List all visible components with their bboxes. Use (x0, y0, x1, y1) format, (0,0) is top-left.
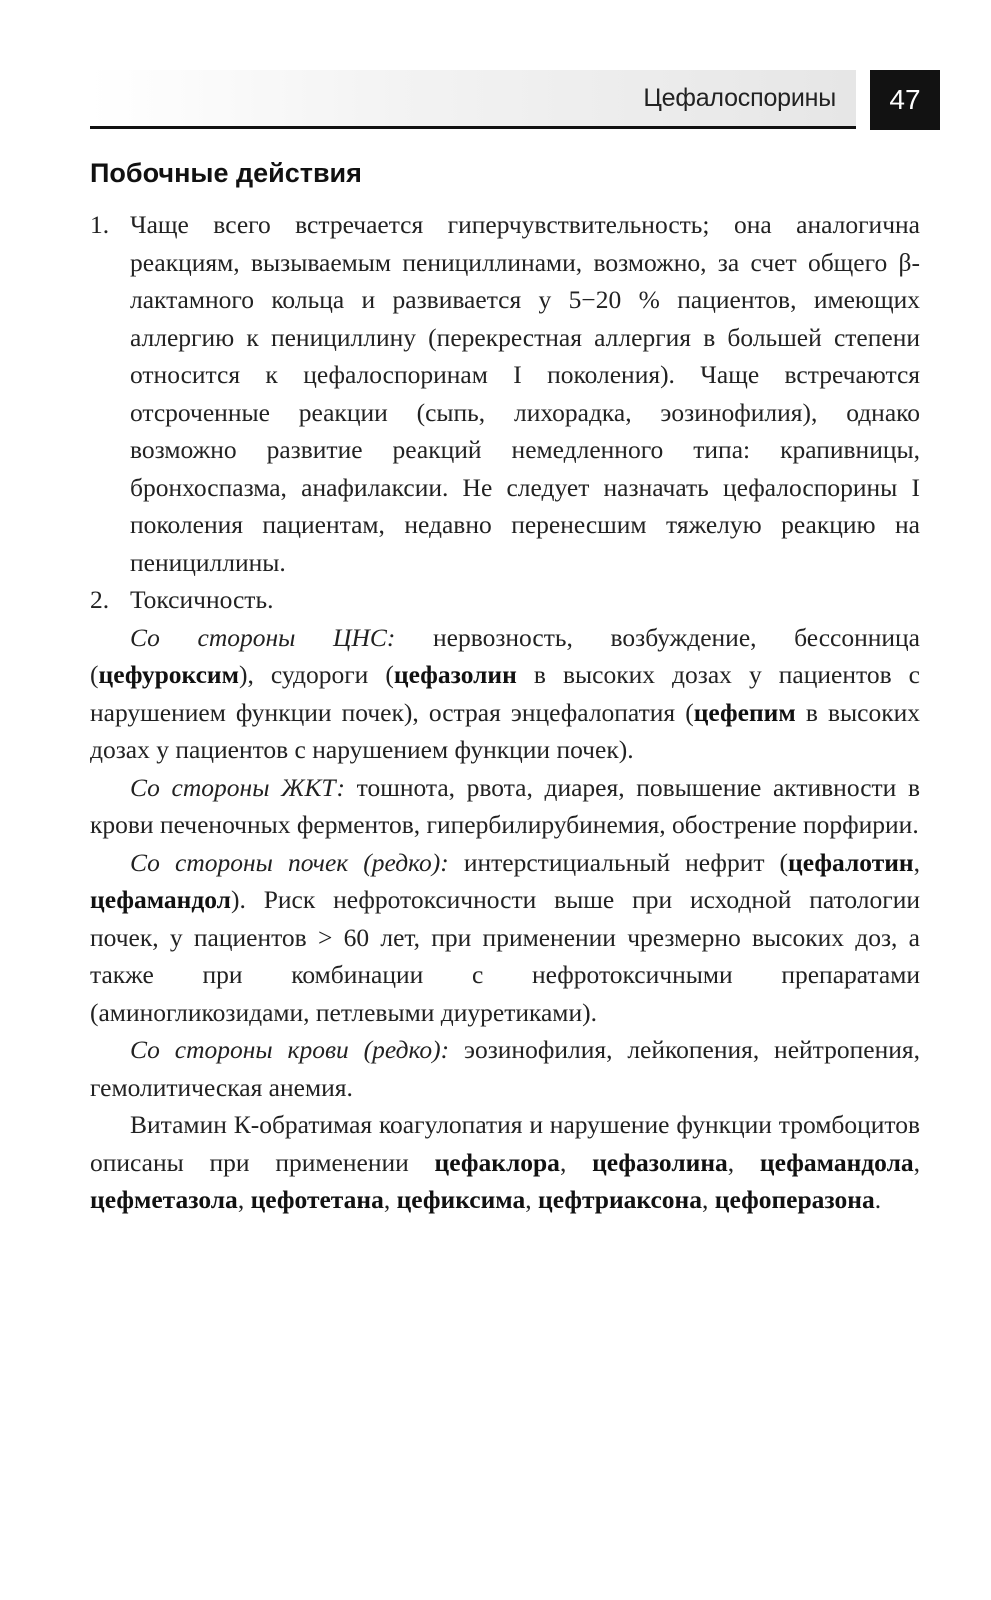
text-run: , (702, 1185, 715, 1214)
text-run: интерстициальный нефрит ( (448, 847, 789, 877)
text-run: эозинофилия, лейкопения, нейтропения, гемолитическая анемия. (90, 1035, 920, 1102)
paragraph-gi (90, 769, 920, 844)
list-item-2 (90, 581, 920, 619)
drug-name: цефиксима (396, 1185, 526, 1214)
text-run: нервозность, возбуждение, бессонница ( (90, 622, 920, 689)
text-run: , (383, 1185, 397, 1214)
drug-name: цефуроксим (98, 660, 239, 689)
paragraph-kidney (90, 844, 920, 1032)
drug-name: цефалотин (788, 847, 914, 877)
text-run: , (525, 1185, 538, 1214)
text-run: в высоких дозах у пациентов с нарушением функции почек), острая энцефалопатия ( (90, 660, 920, 727)
drug-name: цефотетана (250, 1185, 384, 1214)
paragraph-blood (90, 1031, 920, 1106)
text-run: , (913, 1147, 921, 1177)
list-number: 2. (90, 585, 110, 614)
paragraph-vitamin-k (90, 1106, 920, 1219)
list-item-text: Токсичность. (130, 585, 274, 614)
paragraph-label: Со стороны почек (редко): (130, 847, 449, 877)
list-number: 1. (90, 210, 110, 239)
page-number: 47 (870, 70, 940, 130)
paragraph-label: Со стороны крови (редко): (130, 1035, 450, 1064)
text-run: в высоких дозах у пациентов с нарушением функции почек). (90, 697, 920, 764)
drug-name: цефепим (693, 697, 796, 727)
text-run: ), судороги ( (238, 660, 394, 689)
text-run: тошнота, рвота, диарея, повышение активности в крови печеночных ферментов, гипербилирубинемия, обострение порфирии. (90, 772, 920, 839)
body-text (90, 206, 920, 1219)
drug-name: цефметазола (90, 1185, 238, 1214)
drug-name: цефтриаксона (538, 1185, 702, 1214)
text-run: , (913, 847, 920, 877)
text-run: , (559, 1147, 593, 1177)
drug-name: цефазолин (393, 660, 517, 689)
list-item-1 (90, 206, 920, 581)
paragraph-cns (90, 619, 920, 769)
paragraph-label: Со стороны ЖКТ: (130, 772, 346, 802)
running-title: Цефалоспорины (643, 84, 836, 112)
running-header (90, 70, 940, 132)
paragraph-label: Со стороны ЦНС: (130, 622, 396, 652)
list-item-text: Чаще всего встречается гиперчувствительность; она аналогична реакциям, вызываемым пенициллинами, возможно, за счет общего β-лактамного кольца и развивается у 5−20 % пациентов, имеющих аллергию к пенициллину (перекрестная аллергия в большей степени относится к цефалоспоринам I поколения). Чаще встречаются отсроченные реакции (сыпь, лихорадка, эозинофилия), однако возможно развитие реакций немедленного типа: крапивницы, бронхоспазма, анафилаксии. Не следует назначать цефалоспорины I поколения пациентам, недавно перенесшим тяжелую реакцию на пенициллины. (130, 210, 920, 577)
text-run: , (727, 1147, 760, 1177)
drug-name: цефазолина (592, 1147, 728, 1177)
text-run: . (874, 1185, 882, 1214)
text-run: Витамин К-обратимая коагулопатия и нарушение функции тромбоцитов описаны при применении (90, 1110, 920, 1177)
drug-name: цефаклора (434, 1147, 560, 1177)
drug-name: цефамандола (759, 1147, 914, 1177)
drug-name: цефамандол (90, 885, 231, 914)
drug-name: цефоперазона (714, 1185, 875, 1214)
text-run: , (237, 1185, 251, 1214)
text-run: ). Риск нефротоксичности выше при исходной патологии почек, у пациентов > 60 лет, при применении чрезмерно высоких доз, а также при комбинации с нефротоксичными препаратами (аминогликозидами, петлевыми диуретиками). (90, 885, 920, 1027)
section-heading: Побочные действия (90, 158, 362, 188)
